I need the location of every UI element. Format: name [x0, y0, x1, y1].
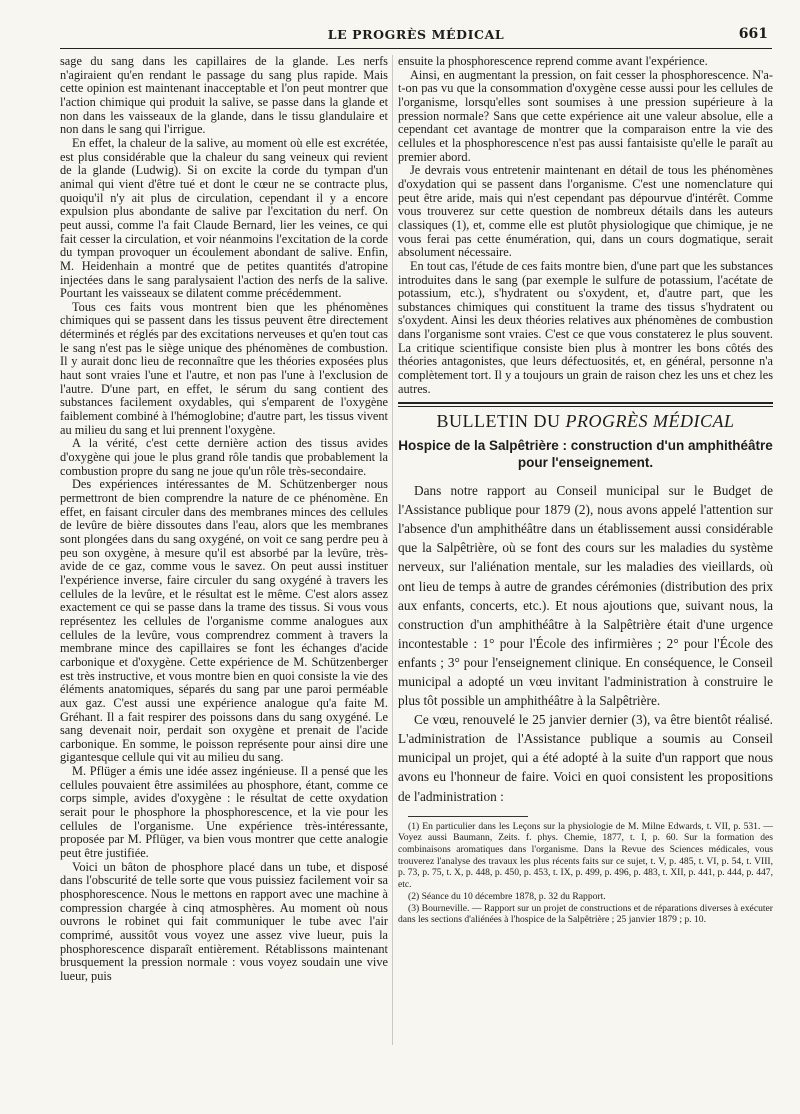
paragraph: En tout cas, l'étude de ces faits montre bien, d'une part que les substances introduites dans le sang (par exemple le sulfure de potassium, l'acétate de potassium, etc.), s'hydratent ou s'oxydent, et, d'autre part, que les substances chimiques qui constituent la trame des tissus s'hydratent ou s'oxydent. Ainsi les deux théories relatives aux phénomènes de combustion dans l'organisme sont vraies. C'est ce que vous constaterez le plus souvent. La critique scientifique consiste bien plus à montrer les bons côtés des théories antagonistes, que leurs défectuosités, et, en général, personne n'a complètement tort. Il y a toujours un grain de raison chez les uns et chez les autres. [398, 258, 773, 396]
paragraph: A la vérité, c'est cette dernière action des tissus avides d'oxygène qui joue le plus grand rôle tandis que probablement la combustion propre du sang ne joue qu'un rôle très-secondaire. [60, 436, 388, 478]
paragraph: Ce vœu, renouvelé le 25 janvier dernier (3), va être bientôt réalisé. L'administration de l'Assistance publique a soumis au Conseil municipal un projet, qui a été adopté à la suite d'un rapport que nous avons eu l'honneur de faire. Voici en quoi consistent les propositions de l'administration : [398, 712, 773, 804]
paragraph: En effet, la chaleur de la salive, au moment où elle est excrétée, est plus considérable que la chaleur du sang veineux qui revient de la glande (Ludwig). Si on excite la corde du tympan d'un animal qui vient d'être tué et dont le cœur ne se contracte plus, quoiqu'il n'y ait plus de circulation, cependant il y a encore expulsion plus abondante de salive par l'excitation du nerf. On peut aussi, comme l'a fait Claude Bernard, lier les veines, ce qui fait cesser la circulation, et voir néanmoins l'excitation de la corde du tympan provoquer un écoulement abondant de salive. Enfin, M. Heidenhain a montré que de petites quantités d'atropine injectées dans le sang paralysaient l'action des nerfs de la salive. Pourtant les vaisseaux se dilatent comme précédemment. [60, 135, 388, 301]
bulletin-heading-italic: PROGRÈS MÉDICAL [565, 411, 735, 432]
paragraph: sage du sang dans les capillaires de la glande. Les nerfs n'agiraient qu'en rendant le passage du sang plus rapide. Mais cette opinion est maintenant inacceptable et l'on peut montrer que l'action chimique qui produit la salive, se passe dans la glande et non dans les vaisseaux de la glande, dans le tissu glandulaire et non dans le sang qui l'irrigue. [60, 55, 388, 137]
section-rule [398, 402, 773, 407]
bulletin-heading [398, 411, 773, 432]
paragraph: ensuite la phosphorescence reprend comme avant l'expérience. [398, 55, 708, 68]
journal-title: LE PROGRÈS MÉDICAL [327, 27, 505, 42]
column-divider [392, 55, 393, 1045]
footnote: (2) Séance du 10 décembre 1878, p. 32 du Rapport. [408, 890, 606, 902]
footnotes [398, 821, 773, 926]
footnote: (1) En particulier dans les Leçons sur la physiologie de M. Milne Edwards, t. VII, p. 531. — Voyez aussi Baumann, Zeits. f. phys. Chemie, 1877, t. I, p. 60. Sur la formation des combinaisons aromatiques dans l'organisme. Dans la Revue des Sciences médicales, vous trouverez l'analyse des travaux les plus récents faits sur ce sujet, t. V, p. 485, t. VI, p. 54, t. VIII, p. 73, p. 75, t. X, p. 448, p. 450, p. 453, t. IX, p. 499, p. 496, p. 483, t. XII, p. 441, p. 444, p. 447, etc. [398, 820, 773, 891]
paragraph: Voici un bâton de phosphore placé dans un tube, et disposé dans l'obscurité de telle sorte que vous puissiez facilement voir sa phosphorescence. Nous le mettons en rapport avec une machine à compression chargée à cinq atmosphères. Au moment où nous ouvrons le robinet qui fait communiquer le tube avec l'air comprimé, aussitôt vous voyez une assez vive lueur, puis la phosphorescence disparaît entièrement. Rétablissons maintenant brusquement la pression normale : vous voyez soudain une vive lueur, puis [60, 859, 388, 983]
footnote-rule [408, 816, 528, 817]
footnote: (3) Bourneville. — Rapport sur un projet de constructions et de réparations diverses à exécuter dans les sections d'aliénées à l'hospice de la Salpêtrière ; 25 janvier 1879 ; p. 10. [398, 902, 773, 926]
page-number: 661 [738, 26, 768, 42]
bulletin-body [398, 481, 773, 806]
bulletin-subheading: Hospice de la Salpêtrière : construction d'un amphithéâtre pour l'enseignement. [398, 438, 773, 471]
left-column [60, 55, 388, 1049]
paragraph: Ainsi, en augmentant la pression, on fait cesser la phosphorescence. N'a-t-on pas vu que la consommation d'oxygène cesse aussi pour les cellules de l'organisme, lorsqu'elles sont soumises à une pression supérieure à la pression normale? Sans que cette expérience ait une valeur absolue, elle a cependant cet avantage de montrer que la comparaison entre la vie des cellules et la phosphorescence n'est pas aussi fantaisiste qu'elle le paraît au premier abord. [398, 67, 773, 164]
running-header [60, 27, 772, 49]
paragraph: Des expériences intéressantes de M. Schützenberger nous permettront de bien comprendre la nature de ce phénomène. En effet, en faisant circuler dans des membranes minces des cellules de levûre de bière dissoutes dans l'eau, alors que les membranes sont plongées dans du sang oxygéné, on voit ce sang perdre peu à peu son oxygène, à mesure qu'il est absorbé par la levûre, très-avide de ce gaz, comme vous le savez. On peut aussi instituer l'expérience inverse, faire circuler du sang oxygéné à travers les cellules de la levûre, et le résultat est le même. C'est alors assez exactement ce qui se passe dans la trame des tissus. Si vous vous représentez les cellules de l'organisme comme analogues aux cellules de la levûre, vous comprendrez comment à travers la membrane mince des capillaires se font les échanges d'acide carbonique et d'oxygène. Cette expérience de M. Schützenberger est très instructive, et vous montre bien en quoi consiste la vie des éléments anatomiques, séparés du sang par une paroi perméable aux gaz. C'est aussi une expérience analogue qu'a faite M. Gréhant. Il a fait respirer des poissons dans du sang oxygéné. Le sang devenait noir, perdait son oxygène et prenait de l'acide carbonique. En somme, le poisson représente pour ainsi dire une gigantesque cellule qui vit au milieu du sang. [60, 477, 388, 765]
paragraph: M. Pflüger a émis une idée assez ingénieuse. Il a pensé que les cellules pouvaient être assimilées au phosphore, étant, comme ce corps simple, avides d'oxygène : le résultat de cette oxydation serait pour le phosphore la phosphorescence, et la vie pour les cellules de l'organisme. Une expérience très-intéressante, proposée par M. Pflüger, va bien vous montrer que cette analogie peut être justifiée. [60, 764, 388, 861]
paragraph: Tous ces faits vous montrent bien que les phénomènes chimiques qui se passent dans les tissus peuvent être directement déterminés et réglés par des excitations nerveuses et qu'en tout cas le sang n'est pas le siège unique des phénomènes de combustion. Il y aurait donc lieu de reconnaître que les théories exposées plus haut sont vraies l'une et l'autre, et non pas l'une à l'exclusion de l'autre. D'une part, en effet, le sérum du sang contient des substances facilement oxydables, qui s'emparent de l'oxygène faiblement combiné à l'hémoglobine; d'autre part, les tissus vivent au milieu du sang et lui prennent l'oxygène. [60, 299, 388, 437]
bulletin-heading-plain: BULLETIN DU [436, 411, 566, 432]
paragraph: Dans notre rapport au Conseil municipal sur le Budget de l'Assistance publique pour 1879 (2), nous avons appelé l'attention sur l'absence d'un amphithéâtre dans un établissement aussi considérable que la Salpêtrière, où se font des cours sur les maladies du système nerveux, sur l'aliénation mentale, sur les maladies des vieillards, où ont lieu de temps à autre de grandes cérémonies (distribution des prix aux enfants, concerts, etc.). Et nous ajoutions que, suivant nous, la construction d'un amphithéâtre à la Salpêtrière était d'une urgence incontestable : 1° pour l'École des infirmières ; 2° pour l'École des enfants ; 3° pour l'enseignement clinique. En conséquence, le Conseil municipal a adopté un vœu invitant l'administration à construire le plus tôt possible un amphithéâtre à la Salpêtrière. [398, 483, 773, 709]
paragraph: Je devrais vous entretenir maintenant en détail de tous les phénomènes d'oxydation qui se passent dans l'organisme. C'est une nomenclature qui peut être aride, mais qui n'est cependant pas dépourvue d'intérêt. Comme vous trouverez sur cette question de nombreux détails dans les auteurs classiques (1), et, comme elle est plutôt physiologique que chimique, je ne vous ferai pas cette énumération, qui, dans un cours dogmatique, serait absolument nécessaire. [398, 163, 773, 260]
right-column [398, 55, 773, 1055]
